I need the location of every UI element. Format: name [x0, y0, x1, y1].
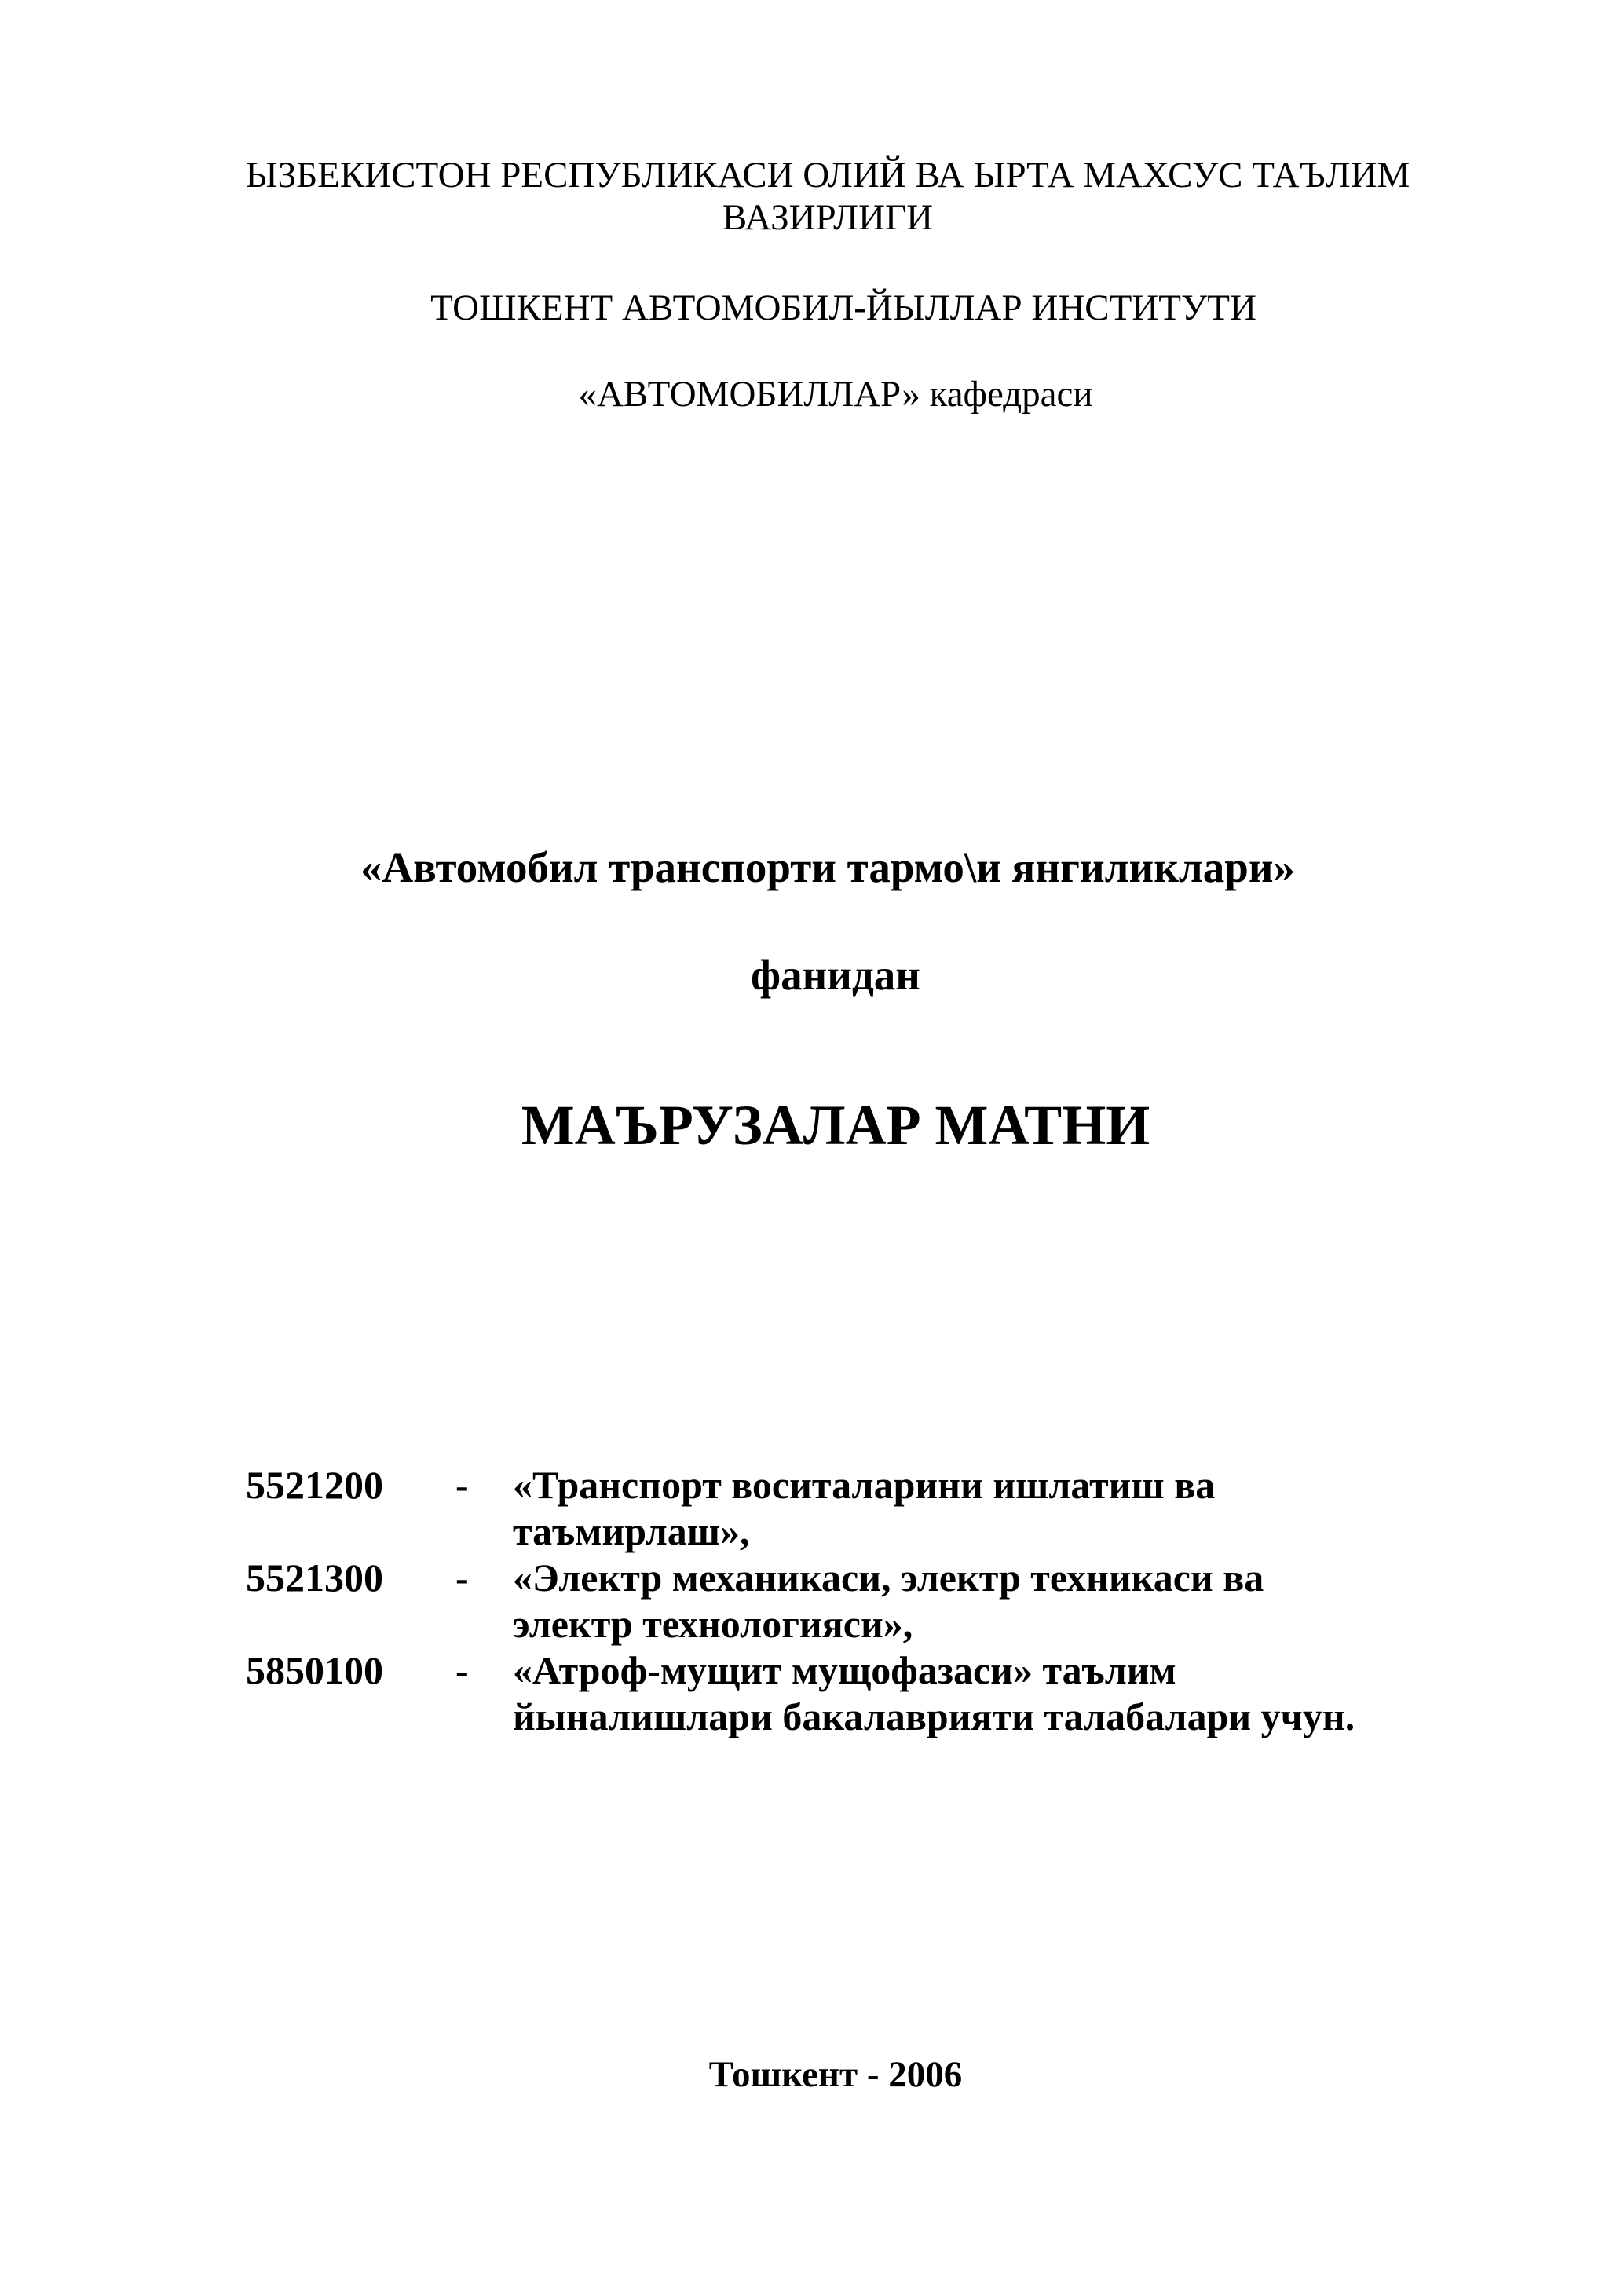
ministry-line-1: ЫЗБЕКИСТОН РЕСПУБЛИКАСИ ОЛИЙ ВА ЫРТА МАХСУС ТАЪЛИМ: [245, 155, 1410, 196]
document-title: МАЪРУЗАЛАР МАТНИ: [521, 1094, 1150, 1157]
specialty-description: [513, 1647, 1534, 1740]
city-year: Тошкент - 2006: [708, 2054, 963, 2095]
specialties-list: [246, 1462, 1534, 1740]
institute-name: ТОШКЕНТ АВТОМОБИЛ-ЙЫЛЛАР ИНСТИТУТИ: [430, 287, 1256, 328]
specialty-line: «Электр механикаси, электр техникаси ва: [513, 1556, 1264, 1600]
specialty-line: йыналишлари бакалаврияти талабалари учун.: [513, 1695, 1355, 1738]
specialty-description: [513, 1555, 1534, 1647]
specialty-line: «Транспорт воситаларини ишлатиш ва: [513, 1463, 1216, 1507]
specialty-row: [246, 1462, 1534, 1555]
specialty-row: [246, 1647, 1534, 1740]
specialty-description: [513, 1462, 1534, 1555]
specialty-code: 5521200: [246, 1463, 383, 1507]
specialty-line: таъмирлаш»,: [513, 1509, 750, 1553]
specialty-dash: -: [455, 1648, 469, 1692]
specialty-dash: -: [455, 1556, 469, 1600]
specialty-dash: -: [455, 1463, 469, 1507]
department-name: «АВТОМОБИЛЛАР» кафедраси: [578, 374, 1093, 415]
specialty-code: 5521300: [246, 1556, 383, 1600]
specialty-code: 5850100: [246, 1648, 383, 1692]
subject-suffix: фанидан: [751, 951, 920, 999]
subject-title: «Автомобил транспорти тармо\и янгиликлари»: [360, 843, 1296, 891]
ministry-line-2: ВАЗИРЛИГИ: [722, 197, 934, 238]
specialty-row: [246, 1555, 1534, 1647]
specialty-line: электр технологияси»,: [513, 1602, 913, 1646]
specialty-line: «Атроф-мущит мущофазаси» таълим: [513, 1648, 1176, 1692]
